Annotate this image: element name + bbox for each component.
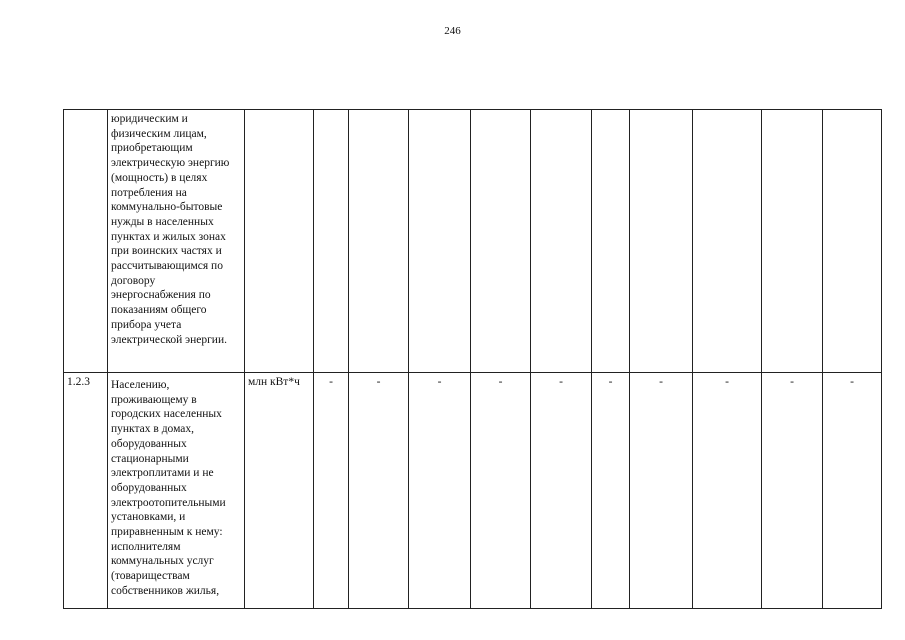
value-cell: -: [630, 373, 693, 609]
table-row: [64, 110, 882, 373]
value-cell: -: [314, 373, 349, 609]
value-cell: -: [693, 373, 762, 609]
unit-cell: [245, 110, 314, 373]
value-cell: [823, 110, 882, 373]
value-cell: -: [823, 373, 882, 609]
value-cell: [531, 110, 592, 373]
page-number: 246: [444, 25, 461, 37]
value-cell: [349, 110, 409, 373]
value-cell: [630, 110, 693, 373]
value-cell: [409, 110, 471, 373]
value-cell: [693, 110, 762, 373]
value-cell: -: [592, 373, 630, 609]
value-cell: -: [531, 373, 592, 609]
value-cell: -: [409, 373, 471, 609]
value-cell: [762, 110, 823, 373]
row-description-cell: юридическим и физическим лицам, приобретающим электрическую энергию (мощность) в целях потребления на коммунально-бытовые нужды в населенных пунктах и жилых зонах при воинских частях и рассчитывающимся по договору энергоснабжения по показаниям общего прибора учета электрической энергии.: [108, 110, 245, 373]
table-row: [64, 373, 882, 609]
value-cell: -: [349, 373, 409, 609]
row-number-cell: 1.2.3: [64, 373, 108, 609]
value-cell: [592, 110, 630, 373]
value-cell: -: [471, 373, 531, 609]
tariff-table: [63, 109, 882, 609]
value-cell: [314, 110, 349, 373]
row-number-cell: [64, 110, 108, 373]
row-description-cell: Населению, проживающему в городских населенных пунктах в домах, оборудованных стационарными электроплитами и не оборудованных электроотопительными установками, и приравненным к нему: исполнителям коммунальных услуг (товариществам собственников жилья,: [108, 373, 245, 609]
value-cell: -: [762, 373, 823, 609]
value-cell: [471, 110, 531, 373]
unit-cell: млн кВт*ч: [245, 373, 314, 609]
